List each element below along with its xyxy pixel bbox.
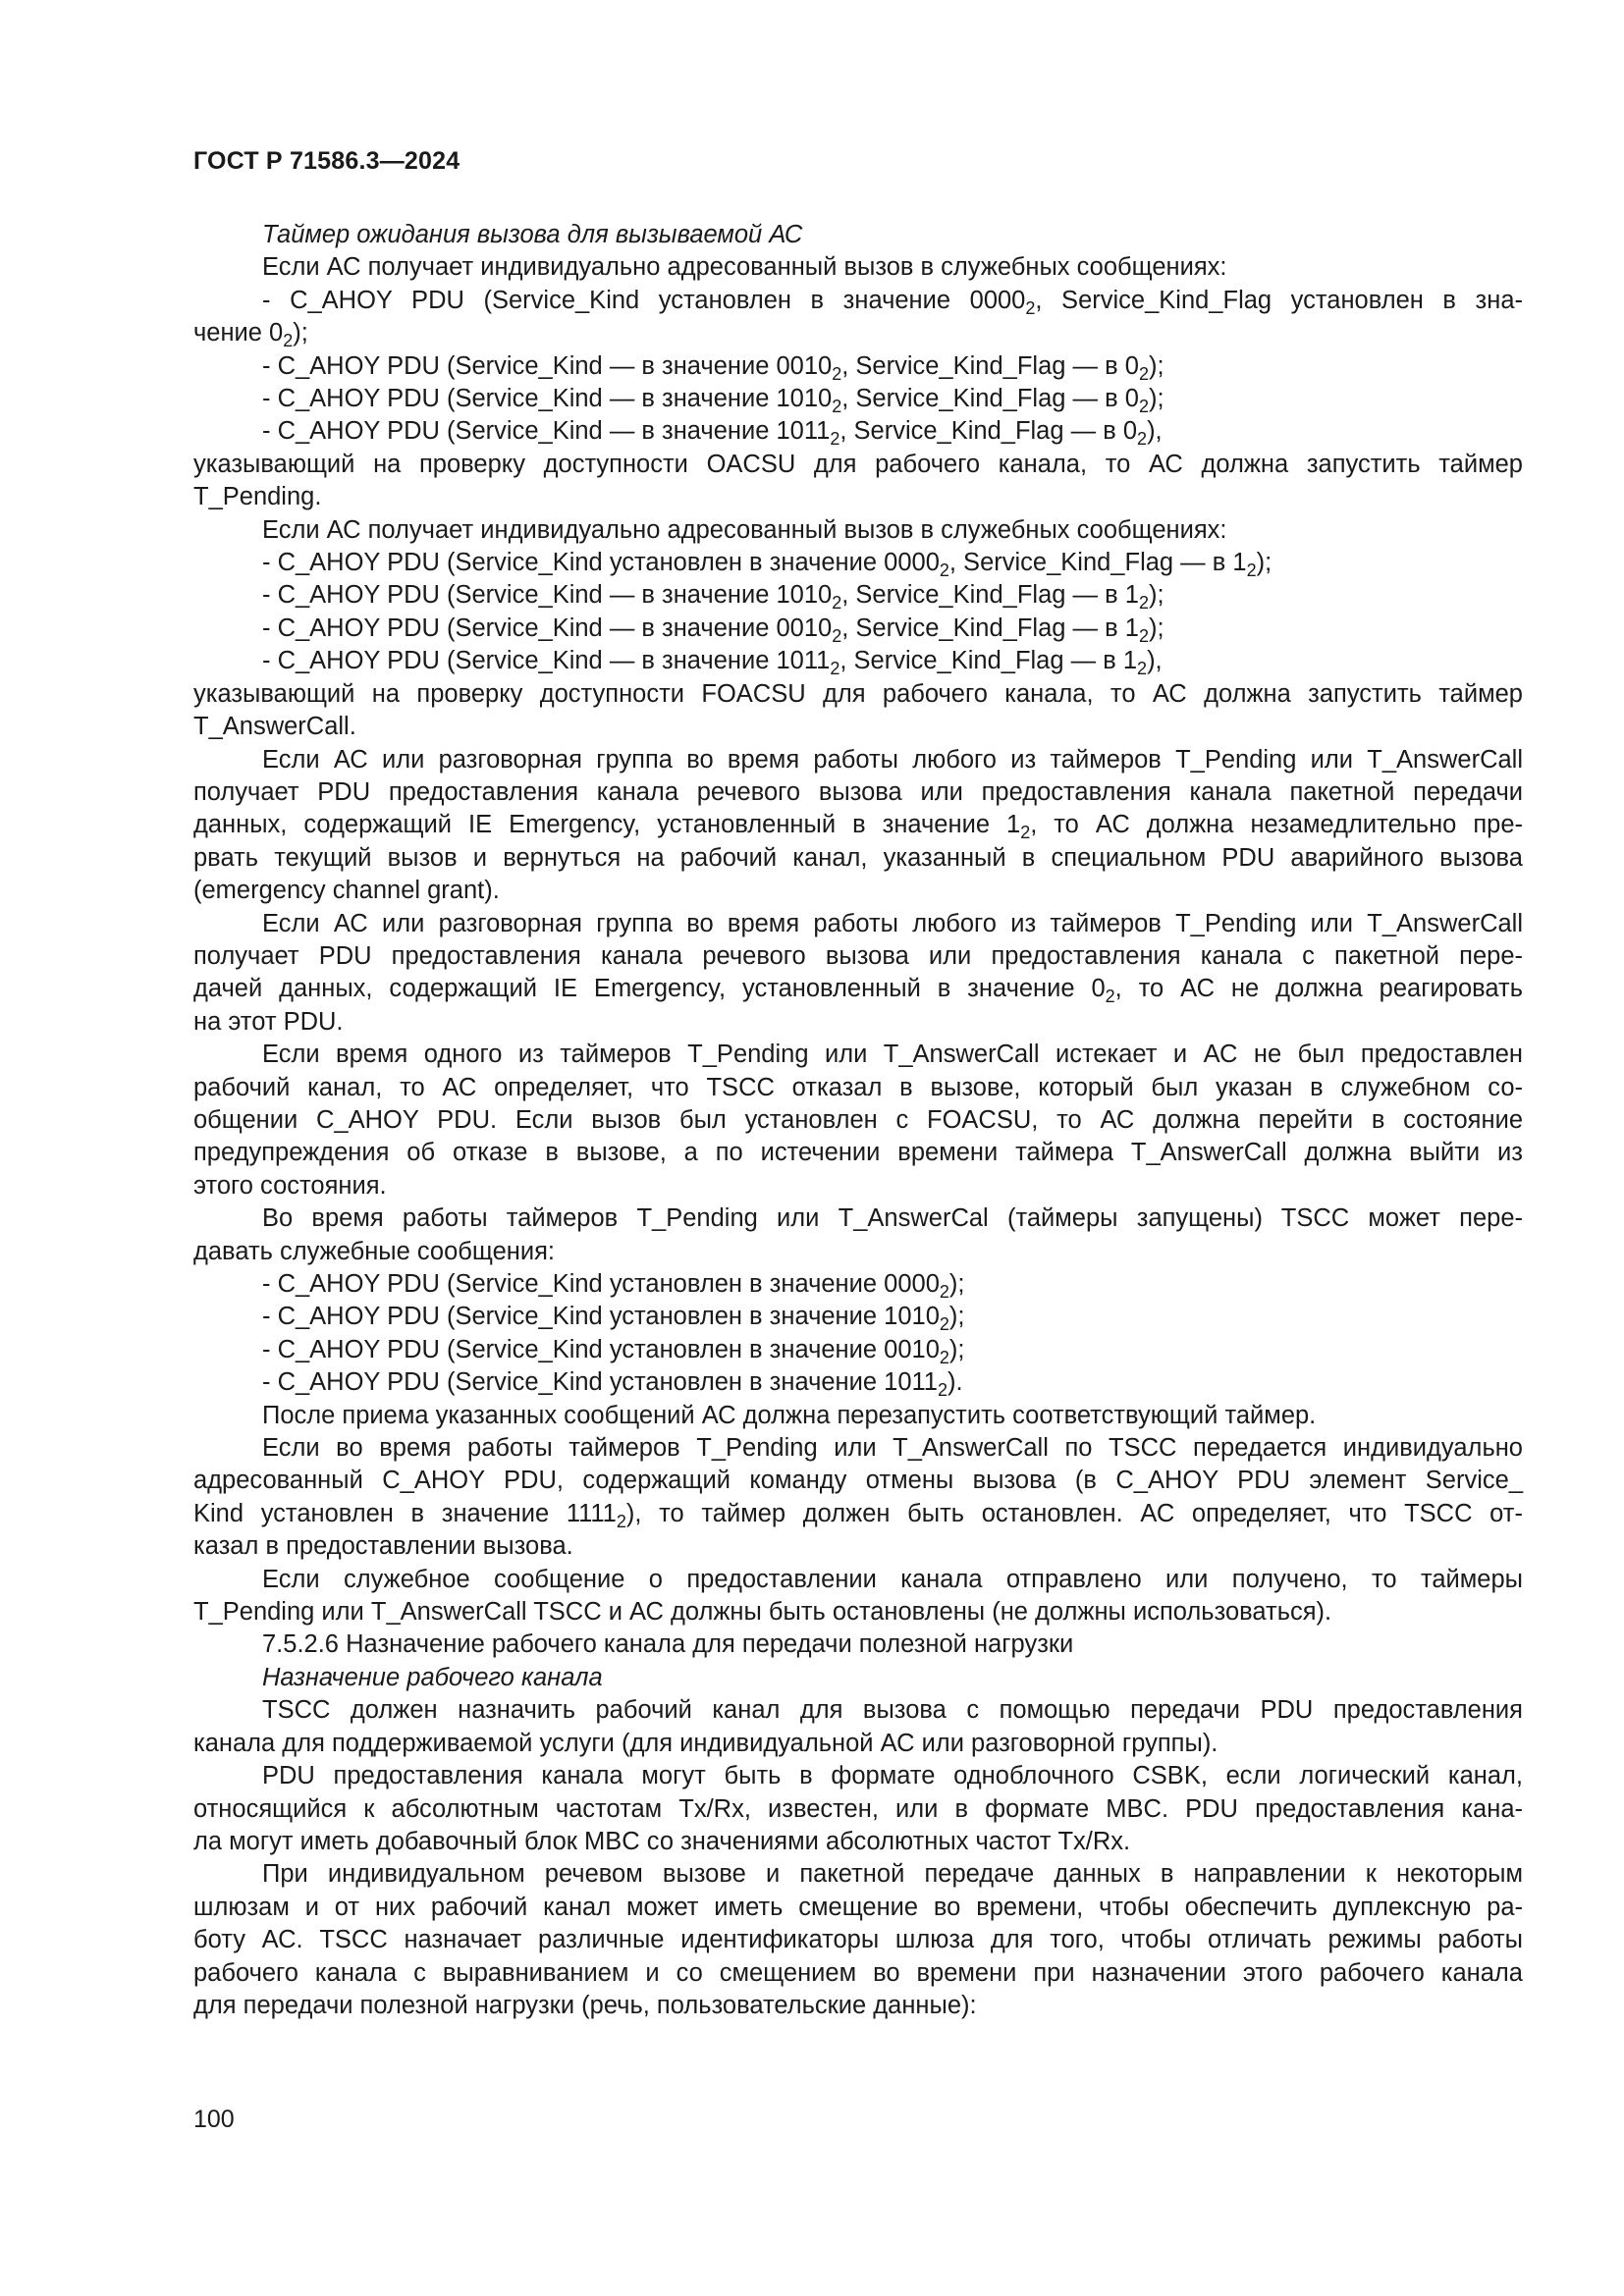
paragraph-line: боту АС. TSCC назначает различные идентификаторы шлюза для того, чтобы отличать режимы работы — [193, 1926, 1523, 1954]
paragraph-line: T_Pending или T_AnswerCall TSCC и АС должны быть остановлены (не должны использоваться). — [193, 1598, 1332, 1627]
list-item: - C_AHOY PDU (Service_Kind — в значение $1010_2$, Service_Kind_Flag — в $1_2$); — [262, 581, 1164, 614]
paragraph-line: При индивидуальном речевом вызове и пакетной передаче данных в направлении к некоторым — [262, 1860, 1523, 1889]
paragraph-line: PDU предоставления канала могут быть в формате одноблочного CSBK, если логический канал, — [262, 1762, 1523, 1790]
list-item: - C_AHOY PDU (Service_Kind установлен в значение $1011_2$). — [262, 1368, 963, 1401]
paragraph-line: дачей данных, содержащий IE Emergency, установленный в значение $0_2$, то АС не должна реагировать — [193, 975, 1523, 1007]
paragraph-line: этого состояния. — [193, 1171, 387, 1200]
paragraph-line: Kind установлен в значение $1111_2$), то таймер должен быть остановлен. АС определяет, что TSCC от- — [193, 1499, 1523, 1531]
paragraph-line: Если АС получает индивидуально адресованный вызов в служебных сообщениях: — [262, 515, 1227, 544]
paragraph-line: указывающий на проверку доступности OACSU для рабочего канала, то АС должна запустить таймер — [193, 450, 1523, 478]
paragraph-line: Если АС получает индивидуально адресованный вызов в служебных сообщениях: — [262, 253, 1227, 282]
paragraph-line: предупреждения об отказе в вызове, а по истечении времени таймера T_AnswerCall должна выйти из — [193, 1139, 1523, 1167]
paragraph-line: общении C_AHOY PDU. Если вызов был установлен с FOACSU, то АС должна перейти в состояние — [193, 1105, 1523, 1134]
paragraph-line: давать служебные сообщения: — [193, 1237, 555, 1265]
paragraph-line: Если АС или разговорная группа во время работы любого из таймеров T_Pending или T_AnswerCall — [262, 909, 1523, 937]
section-heading: 7.5.2.6 Назначение рабочего канала для передачи полезной нагрузки — [262, 1630, 1074, 1659]
paragraph-line: для передачи полезной нагрузки (речь, пользовательские данные): — [193, 1991, 977, 2019]
list-item: - C_AHOY PDU (Service_Kind установлен в значение $0000_2$, Service_Kind_Flag установлен в зна- — [262, 286, 1523, 318]
paragraph-line: указывающий на проверку доступности FOACSU для рабочего канала, то АС должна запустить таймер — [193, 679, 1523, 708]
paragraph-line: канала для поддерживаемой услуги (для индивидуальной АС или разговорной группы). — [193, 1729, 1218, 1757]
paragraph-line: Во время работы таймеров T_Pending или T_AnswerCal (таймеры запущены) TSCC может пере- — [262, 1204, 1523, 1233]
paragraph-line: После приема указанных сообщений АС должна перезапустить соответствующий таймер. — [262, 1401, 1317, 1429]
paragraph-line: шлюзам и от них рабочий канал может иметь смещение во времени, чтобы обеспечить дуплексную ра- — [193, 1893, 1523, 1921]
list-item: - C_AHOY PDU (Service_Kind установлен в значение $0000_2$, Service_Kind_Flag — в $1_2$); — [262, 549, 1272, 581]
paragraph-line: рабочего канала с выравниванием и со смещением во времени при назначении этого рабочего канала — [193, 1958, 1523, 1987]
list-item: - C_AHOY PDU (Service_Kind установлен в значение $0010_2$); — [262, 1335, 965, 1367]
list-item: - C_AHOY PDU (Service_Kind — в значение $1011_2$, Service_Kind_Flag — в $1_2$), — [262, 647, 1163, 679]
paragraph-line: получает PDU предоставления канала речевого вызова или предоставления канала пакетной передачи — [193, 777, 1523, 806]
list-item-continuation: чение $0_2$); — [193, 319, 308, 351]
subheading-channel-assignment: Назначение рабочего канала — [262, 1663, 603, 1691]
paragraph-line: казал в предоставлении вызова. — [193, 1532, 573, 1561]
paragraph-line: Если время одного из таймеров T_Pending или T_AnswerCall истекает и АС не был предоставлен — [262, 1041, 1523, 1069]
list-item: - C_AHOY PDU (Service_Kind установлен в значение $1010_2$); — [262, 1303, 965, 1335]
list-item: - C_AHOY PDU (Service_Kind — в значение $1011_2$, Service_Kind_Flag — в $0_2$), — [262, 417, 1163, 450]
paragraph-line: данных, содержащий IE Emergency, установленный в значение $1_2$, то АС должна незамедлительно пре- — [193, 811, 1523, 843]
paragraph-line: рабочий канал, то АС определяет, что TSCC отказал в вызове, который был указан в служебном со- — [193, 1073, 1523, 1101]
subheading-call-wait-timer: Таймер ожидания вызова для вызываемой АС — [262, 221, 803, 248]
paragraph-line: ла могут иметь добавочный блок MBC со значениями абсолютных частот Tx/Rx. — [193, 1827, 1131, 1855]
paragraph-line: рвать текущий вызов и вернуться на рабочий канал, указанный в специальном PDU аварийного вызова — [193, 843, 1523, 872]
paragraph-line: T_Pending. — [193, 483, 322, 511]
paragraph-line: Если АС или разговорная группа во время работы любого из таймеров T_Pending или T_AnswerCall — [262, 745, 1523, 774]
paragraph-line: на этот PDU. — [193, 1007, 344, 1036]
list-item: - C_AHOY PDU (Service_Kind — в значение $0010_2$, Service_Kind_Flag — в $0_2$); — [262, 351, 1164, 384]
paragraph-line: Если во время работы таймеров T_Pending или T_AnswerCall по TSCC передается индивидуально — [262, 1434, 1523, 1463]
list-item: - C_AHOY PDU (Service_Kind — в значение $1010_2$, Service_Kind_Flag — в $0_2$); — [262, 385, 1164, 417]
paragraph-line: относящийся к абсолютным частотам Tx/Rx, известен, или в формате MBC. PDU предоставления кана- — [193, 1794, 1523, 1823]
page-number: 100 — [193, 2106, 235, 2133]
paragraph-line: адресованный C_AHOY PDU, содержащий команду отмены вызова (в C_AHOY PDU элемент Service_ — [193, 1467, 1523, 1495]
paragraph-line: TSCC должен назначить рабочий канал для вызова с помощью передачи PDU предоставления — [262, 1696, 1523, 1725]
document-header: ГОСТ Р 71586.3—2024 — [193, 147, 460, 175]
document-body — [193, 219, 1523, 2022]
paragraph-line: получает PDU предоставления канала речевого вызова или предоставления канала с пакетной пере- — [193, 941, 1523, 970]
paragraph-line: T_AnswerCall. — [193, 713, 356, 741]
paragraph-line: Если служебное сообщение о предоставлении канала отправлено или получено, то таймеры — [262, 1565, 1523, 1593]
list-item: - C_AHOY PDU (Service_Kind установлен в значение $0000_2$); — [262, 1270, 965, 1302]
paragraph-line: (emergency channel grant). — [193, 877, 500, 905]
list-item: - C_AHOY PDU (Service_Kind — в значение $0010_2$, Service_Kind_Flag — в $1_2$); — [262, 614, 1164, 646]
